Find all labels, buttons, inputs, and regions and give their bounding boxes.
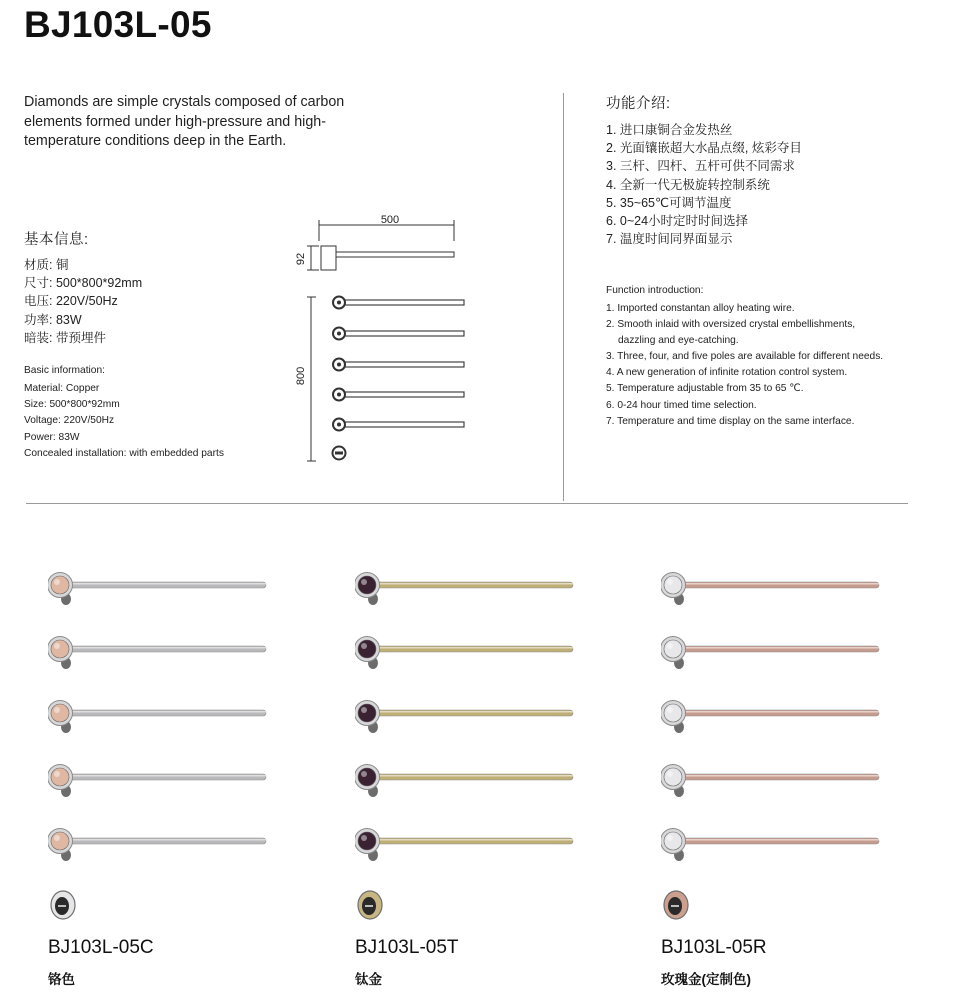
heated-bar	[355, 701, 573, 734]
width-dimension-label: 500	[380, 214, 400, 226]
heated-bar	[48, 829, 266, 862]
product-model: BJ103L-05T	[355, 937, 459, 958]
function-cn-item: 7. 温度时间同界面显示	[606, 232, 733, 247]
spec-install-en: Concealed installation: with embedded parts	[24, 447, 224, 459]
function-en-item: 4. A new generation of infinite rotation control system.	[606, 367, 848, 379]
towel-rail-image	[48, 560, 288, 930]
product-model: BJ103L-05C	[48, 937, 154, 958]
depth-dimension-line	[307, 246, 319, 270]
product-variant-rose-gold	[661, 560, 901, 1000]
heated-bar	[48, 765, 266, 798]
function-en-item: 5. Temperature adjustable from 35 to 65 ℃.	[606, 383, 804, 395]
basic-info-en-list	[24, 381, 224, 462]
basic-info-cn-title: 基本信息:	[24, 232, 89, 248]
top-view	[321, 246, 454, 270]
product-variant-titanium	[355, 560, 595, 1000]
heated-bar	[355, 573, 573, 606]
function-en-item: 6. 0-24 hour timed time selection.	[606, 399, 757, 411]
function-cn-list	[606, 121, 802, 248]
function-cn-item: 2. 光面镶嵌超大水晶点缀, 炫彩夺目	[606, 141, 802, 156]
function-en-item: 3. Three, four, and five poles are available for different needs.	[606, 351, 884, 363]
controller-knob	[358, 891, 382, 919]
heated-bar	[661, 765, 879, 798]
heated-bar	[48, 573, 266, 606]
product-finish: 铬色	[48, 972, 75, 987]
height-dimension-line	[307, 297, 316, 461]
function-cn-item: 5. 35~65℃可调节温度	[606, 195, 732, 210]
function-en-list	[606, 301, 926, 430]
product-finish: 钛金	[355, 972, 382, 987]
function-en-title: Function introduction:	[606, 285, 704, 296]
dimension-drawing	[286, 205, 476, 465]
function-cn-title: 功能介绍:	[606, 96, 671, 112]
product-title: BJ103L-05	[24, 4, 212, 45]
vertical-divider	[563, 93, 564, 501]
product-variant-chrome	[48, 560, 288, 1000]
spec-size-cn: 尺寸: 500*800*92mm	[24, 276, 143, 291]
spec-power-cn: 功率: 83W	[24, 312, 82, 327]
horizontal-divider	[26, 503, 908, 504]
heated-bar	[48, 637, 266, 670]
spec-install-cn: 暗装: 带预埋件	[24, 330, 106, 345]
basic-info-cn-list	[24, 256, 142, 347]
product-finish: 玫瑰金(定制色)	[661, 972, 751, 987]
function-en-item: dazzling and eye-catching.	[618, 335, 739, 347]
product-model: BJ103L-05R	[661, 937, 767, 958]
height-dimension-label: 800	[295, 366, 307, 386]
function-cn-item: 6. 0~24小时定时时间选择	[606, 214, 749, 229]
function-en-item: 7. Temperature and time display on the same interface.	[606, 415, 855, 427]
intro-text: Diamonds are simple crystals composed of carbon elements formed under high-pressure and high-temperature conditions deep in the Earth.	[24, 94, 345, 149]
heated-bar	[355, 637, 573, 670]
heated-bar	[661, 829, 879, 862]
heated-bar	[661, 637, 879, 670]
function-cn-item: 4. 全新一代无极旋转控制系统	[606, 177, 770, 192]
heated-bar	[661, 701, 879, 734]
function-cn-item: 1. 进口康铜合金发热丝	[606, 123, 733, 137]
front-view-bars	[333, 297, 465, 460]
heated-bar	[661, 573, 879, 606]
heated-bar	[355, 829, 573, 862]
function-en-item: 2. Smooth inlaid with oversized crystal embellishments,	[606, 319, 856, 331]
heated-bar	[48, 701, 266, 734]
towel-rail-image	[661, 560, 901, 930]
spec-material-en: Material: Copper	[24, 383, 100, 394]
function-cn-item: 3. 三杆、四杆、五杆可供不同需求	[606, 159, 795, 174]
spec-material-cn: 材质: 铜	[24, 258, 69, 272]
spec-power-en: Power: 83W	[24, 431, 80, 443]
spec-voltage-cn: 电压: 220V/50Hz	[24, 294, 118, 309]
depth-dimension-label: 92	[295, 252, 307, 266]
towel-rail-image	[355, 560, 595, 930]
controller-knob	[664, 891, 688, 919]
spec-voltage-en: Voltage: 220V/50Hz	[24, 415, 115, 427]
controller-knob	[51, 891, 75, 919]
function-en-item: 1. Imported constantan alloy heating wire.	[606, 303, 795, 314]
heated-bar	[355, 765, 573, 798]
spec-size-en: Size: 500*800*92mm	[24, 399, 120, 411]
basic-info-en-title: Basic information:	[24, 365, 105, 376]
